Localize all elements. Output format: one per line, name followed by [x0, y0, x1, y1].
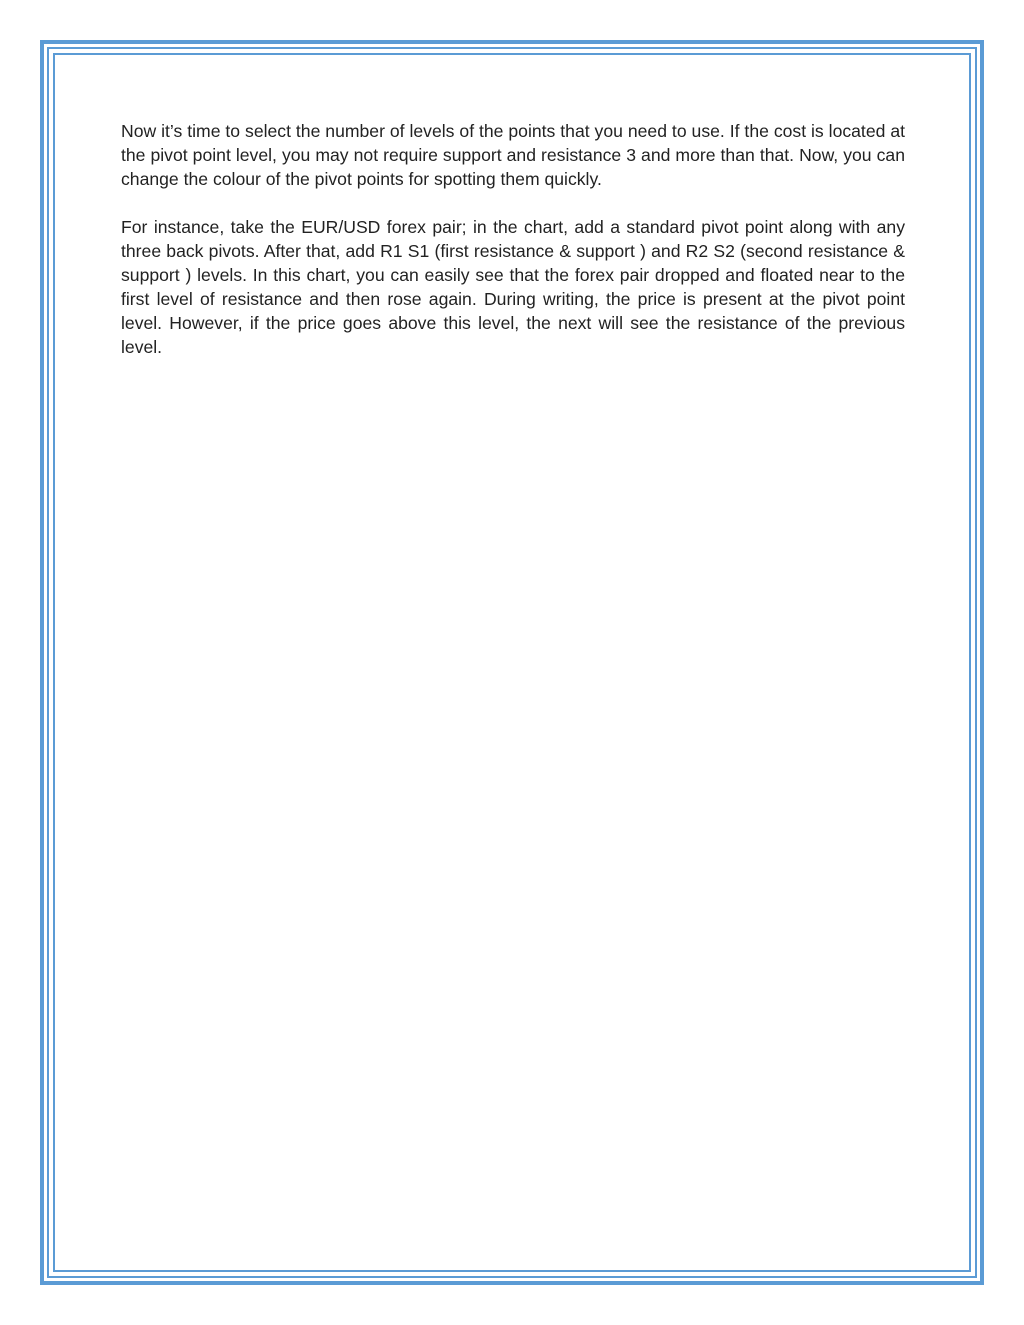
paragraph-levels-selection: Now it’s time to select the number of levels of the points that you need to use. If the cost is located at the pivot point level, you may not require support and resistance 3 and more than that. Now, you can change the colour of the pivot points for spotting them quickly.: [121, 121, 905, 189]
paragraph-eurusd-example: For instance, take the EUR/USD forex pair; in the chart, add a standard pivot point along with any three back pivots. After that, add R1 S1 (first resistance & support ) and R2 S2 (second resistance & support ) levels. In this chart, you can easily see that the forex pair dropped and floated near to the first level of resistance and then rose again. During writing, the price is present at the pivot point level. However, if the price goes above this level, the next will see the resistance of the previous level.: [121, 217, 905, 357]
document-body: [121, 119, 905, 383]
